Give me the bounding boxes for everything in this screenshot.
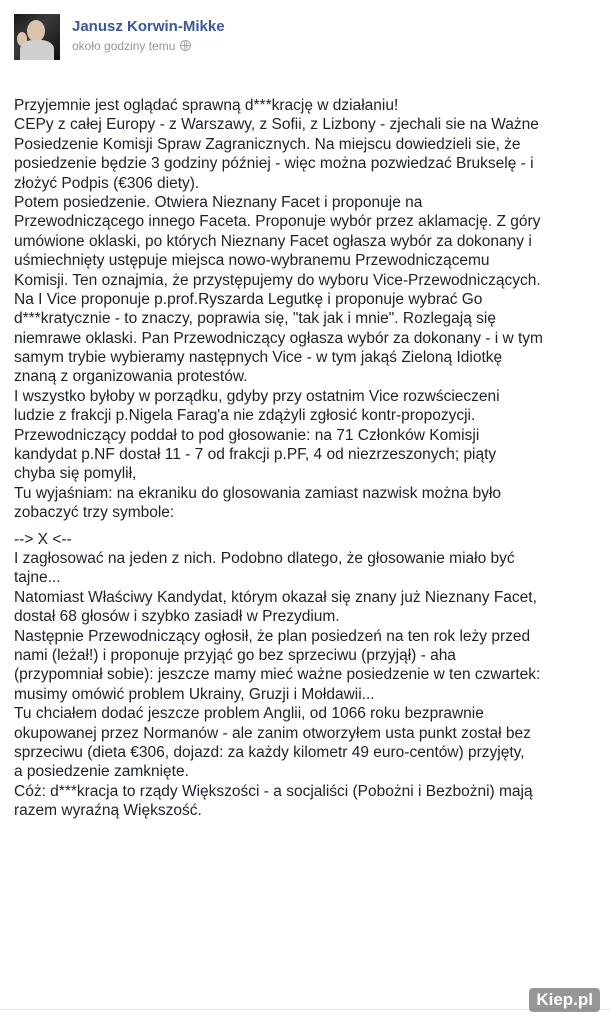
- post-text-line: dostał 68 głosów i szybko zasiadł w Prezydium.: [14, 608, 340, 626]
- avatar[interactable]: [14, 14, 60, 60]
- post-text-line: Posiedzenie Komisji Spraw Zagranicznych. Na miejscu dowiedzieli sie, że: [14, 135, 521, 153]
- post-text-line: [14, 523, 600, 530]
- post-text-line: zobaczyć trzy symbole:: [14, 504, 175, 522]
- post-text-line: tajne...: [14, 569, 61, 587]
- post-text-line: Tu wyjaśniam: na ekraniku do glosowania zamiast nazwisk można było: [14, 484, 502, 502]
- post-text-line: kandydat p.NF dostał 11 - 7 od frakcji p.PF, 4 od niezrzeszonych; piąty: [14, 446, 497, 464]
- post-text-line: --> X <--: [14, 530, 72, 548]
- post-text-line: Cóż: d***kracja to rządy Większości - a socjaliści (Pobożni i Bezbożni) mają: [14, 782, 533, 800]
- post-text-line: I wszystko byłoby w porządku, gdyby przy ostatnim Vice rozwścieczeni: [14, 387, 500, 405]
- post-text-line: ludzie z frakcji p.Nigela Farag'a nie zdążyli zgłosić kontr-propozycji.: [14, 407, 476, 425]
- post-text-line: Przewodniczącego innego Faceta. Proponuje wybór przez aklamację. Z góry: [14, 213, 541, 231]
- post-text-line: musimy omówić problem Ukrainy, Gruzji i Mołdawii...: [14, 685, 375, 703]
- post-text-line: nami (leżał!) i proponuje przyjąć go bez sprzeciwu (przyjął) - aha: [14, 646, 456, 664]
- post-timestamp[interactable]: około godziny temu: [72, 39, 176, 53]
- site-watermark: Kiep.pl: [529, 988, 600, 1012]
- post-text-line: niemrawe oklaski. Pan Przewodniczący ogłasza wybór za dokonany - i w tym: [14, 329, 543, 347]
- author-name[interactable]: Janusz Korwin-Mikke: [72, 18, 225, 35]
- post-text-line: okupowanej przez Normanów - ale zanim otworzyłem usta punkt został bez: [14, 724, 531, 742]
- post-text-line: Na I Vice proponuje p.prof.Ryszarda Legutkę i proponuje wybrać Go: [14, 290, 483, 308]
- post-text-line: chyba się pomylił,: [14, 465, 137, 483]
- avatar-face: [27, 20, 45, 42]
- post-text-line: Przyjemnie jest oglądać sprawną d***krację w działaniu!: [14, 97, 399, 114]
- post-meta: [72, 39, 191, 53]
- post-text-line: Komisji. Ten oznajmia, że przystępujemy do wyboru Vice-Przewodniczących.: [14, 271, 541, 289]
- post-text-line: Następnie Przewodniczący ogłosił, że plan posiedzeń na ten rok leży przed: [14, 627, 531, 645]
- post-text-line: (przypomniał sobie): jeszcze mamy mieć ważne posiedzenie w ten czwartek:: [14, 666, 541, 684]
- post-text-line: Natomiast Właściwy Kandydat, którym okazał się znany już Nieznany Facet,: [14, 588, 537, 606]
- post-text-line: znaną z organizowania protestów.: [14, 368, 248, 386]
- globe-icon[interactable]: [180, 40, 191, 51]
- post-text-line: uśmiechnięty ustępuje miejsca nowo-wybranemu Przewodniczącemu: [14, 252, 490, 270]
- post-body: [14, 96, 600, 820]
- avatar-shirt: [20, 40, 54, 60]
- post-text-line: Potem posiedzenie. Otwiera Nieznany Facet i proponuje na: [14, 193, 423, 211]
- post-text-line: umówione oklaski, po których Nieznany Facet ogłasza wybór za dokonany i: [14, 232, 532, 250]
- bottom-divider: [0, 1009, 610, 1010]
- post-text-line: sprzeciwu (dieta €306, dojazd: za każdy kilometr 49 euro-centów) przyjęty,: [14, 743, 525, 761]
- post-text-line: CEPy z całej Europy - z Warszawy, z Sofii, z Lizbony - zjechali sie na Ważne: [14, 116, 539, 134]
- post-text-line: posiedzenie będzie 3 godziny później - więc można pozwiedzać Brukselę - i: [14, 155, 534, 173]
- post-text-line: I zagłosować na jeden z nich. Podobno dlatego, że głosowanie miało być: [14, 549, 515, 567]
- post-text-line: a posiedzenie zamknięte.: [14, 763, 189, 781]
- post-text-line: d***kratycznie - to znaczy, poprawia się, "tak jak i mnie". Rozlegają się: [14, 310, 496, 328]
- post-text-line: razem wyraźną Większość.: [14, 802, 202, 820]
- post-text-line: złożyć Podpis (€306 diety).: [14, 174, 200, 192]
- post-text-line: samym trybie wybieramy następnych Vice - w tym jakąś Zieloną Idiotkę: [14, 349, 503, 367]
- post-text-line: Przewodniczący poddał to pod głosowanie: na 71 Członków Komisji: [14, 426, 480, 444]
- post-text-line: Tu chciałem dodać jeszcze problem Anglii, od 1066 roku bezprawnie: [14, 705, 484, 723]
